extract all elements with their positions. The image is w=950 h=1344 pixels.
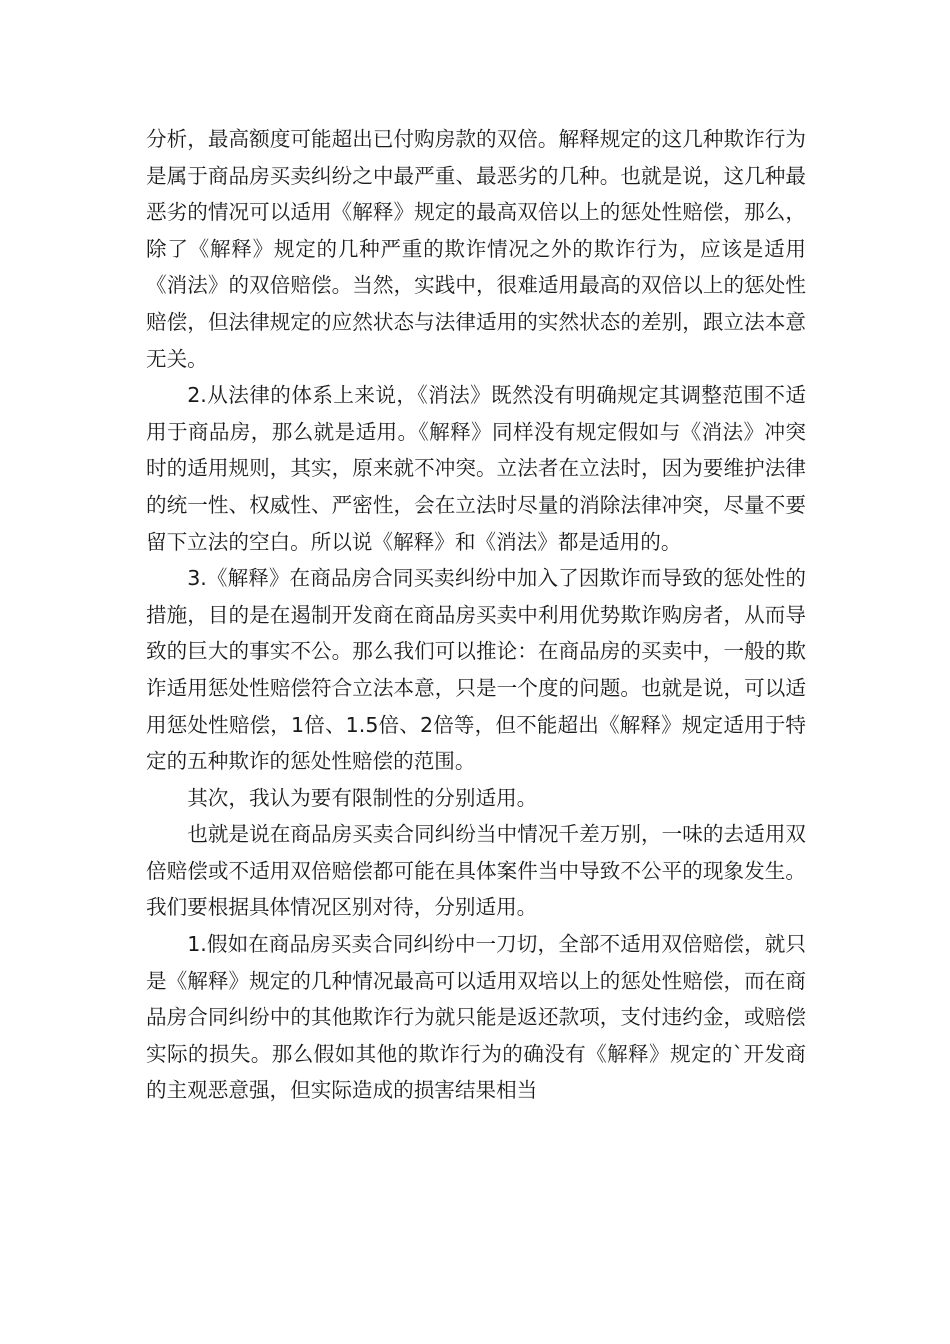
paragraph-1: 分析，最高额度可能超出已付购房款的双倍。解释规定的这几种欺诈行为是属于商品房买卖纠纷之中最严重、最恶劣的几种。也就是说，这几种最恶劣的情况可以适用《解释》规定的最高双倍以上的惩处性赔偿，那么，除了《解释》规定的几种严重的欺诈情况之外的欺诈行为，应该是适用《消法》的双倍赔偿。当然，实践中，很难适用最高的双倍以上的惩处性赔偿，但法律规定的应然状态与法律适用的实然状态的差别，跟立法本意无关。 <box>146 127 806 371</box>
paragraph-4: 其次，我认为要有限制性的分别适用。 <box>187 785 538 810</box>
paragraph-2: 2.从法律的体系上来说，《消法》既然没有明确规定其调整范围不适用于商品房，那么就是适用。《解释》同样没有规定假如与《消法》冲突时的适用规则，其实，原来就不冲突。立法者在立法时，因为要维护法律的统一性、权威性、严密性，会在立法时尽量的消除法律冲突，尽量不要留下立法的空白。所以说《解释》和《消法》都是适用的。 <box>146 383 806 554</box>
paragraph-3: 3.《解释》在商品房合同买卖纠纷中加入了因欺诈而导致的惩处性的措施，目的是在遏制开发商在商品房买卖中利用优势欺诈购房者，从而导致的巨大的事实不公。那么我们可以推论：在商品房的买卖中，一般的欺诈适用惩处性赔偿符合立法本意，只是一个度的问题。也就是说，可以适用惩处性赔偿，1倍、1.5倍、2倍等，但不能超出《解释》规定适用于特定的五种欺诈的惩处性赔偿的范围。 <box>146 566 806 774</box>
document-body <box>146 121 806 1109</box>
paragraph-5: 也就是说在商品房买卖合同纠纷当中情况千差万别，一味的去适用双倍赔偿或不适用双倍赔偿都可能在具体案件当中导致不公平的现象发生。我们要根据具体情况区别对待，分别适用。 <box>146 822 806 920</box>
paragraph-6: 1.假如在商品房买卖合同纠纷中一刀切，全部不适用双倍赔偿，就只是《解释》规定的几种情况最高可以适用双培以上的惩处性赔偿，而在商品房合同纠纷中的其他欺诈行为就只能是返还款项，支付违约金，或赔偿实际的损失。那么假如其他的欺诈行为的确没有《解释》规定的`开发商的主观恶意强，但实际造成的损害结果相当 <box>146 932 806 1103</box>
